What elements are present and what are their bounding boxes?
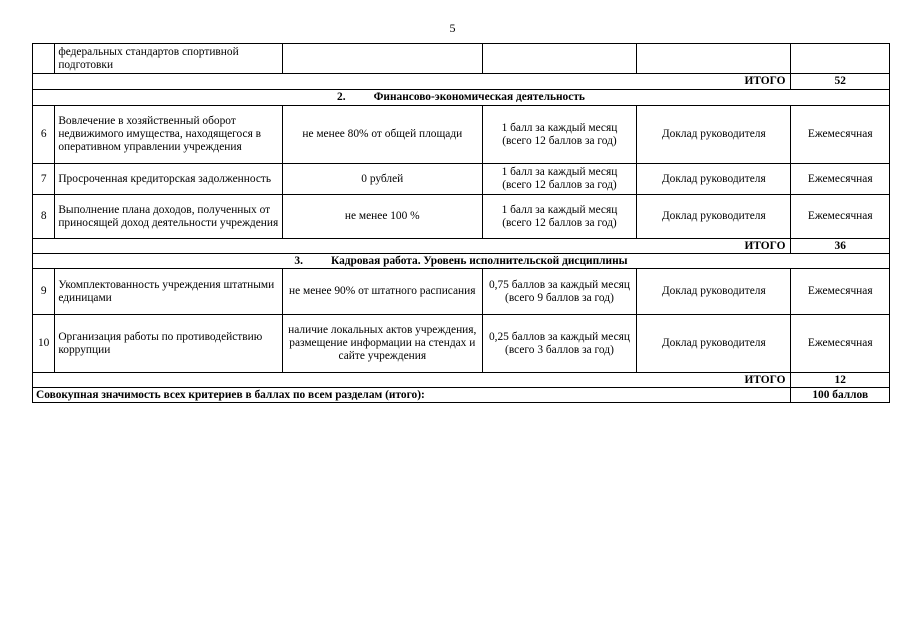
indicator-cell xyxy=(282,44,482,74)
total-row xyxy=(33,74,890,90)
criterion-cell: Укомплектованность учреждения штатными единицами xyxy=(55,269,282,315)
total-value: 36 xyxy=(791,239,890,254)
grand-total-value: 100 баллов xyxy=(791,388,890,403)
source-cell: Доклад руководителя xyxy=(637,315,791,373)
criterion-cell: Вовлечение в хозяйственный оборот недвижимого имущества, находящегося в оперативном управлении учреждения xyxy=(55,106,282,164)
row-number: 7 xyxy=(33,164,55,195)
section-heading xyxy=(33,254,890,269)
row-number: 10 xyxy=(33,315,55,373)
section-number: 2. xyxy=(337,91,346,103)
table-row xyxy=(33,44,890,74)
score-cell: 0,25 баллов за каждый месяц (всего 3 баллов за год) xyxy=(482,315,636,373)
score-cell: 1 балл за каждый месяц (всего 12 баллов за год) xyxy=(482,164,636,195)
row-number: 8 xyxy=(33,195,55,239)
score-cell xyxy=(482,44,636,74)
indicator-cell: не менее 90% от штатного расписания xyxy=(282,269,482,315)
total-row xyxy=(33,239,890,254)
grand-total-label: Совокупная значимость всех критериев в баллах по всем разделам (итого): xyxy=(33,388,791,403)
criterion-cell: Просроченная кредиторская задолженность xyxy=(55,164,282,195)
criteria-table xyxy=(32,43,890,403)
indicator-cell: 0 рублей xyxy=(282,164,482,195)
total-row xyxy=(33,373,890,388)
page-number: 5 xyxy=(449,21,456,35)
score-cell: 1 балл за каждый месяц (всего 12 баллов за год) xyxy=(482,195,636,239)
criterion-cell: федеральных стандартов спортивной подготовки xyxy=(55,44,282,74)
total-label: ИТОГО xyxy=(33,74,791,90)
period-cell: Ежемесячная xyxy=(791,164,890,195)
criterion-cell: Организация работы по противодействию коррупции xyxy=(55,315,282,373)
section-heading-row xyxy=(33,90,890,106)
source-cell: Доклад руководителя xyxy=(637,106,791,164)
indicator-cell: наличие локальных актов учреждения, размещение информации на стендах и сайте учреждения xyxy=(282,315,482,373)
total-label: ИТОГО xyxy=(33,239,791,254)
source-cell: Доклад руководителя xyxy=(637,269,791,315)
section-number: 3. xyxy=(294,254,303,267)
section-heading xyxy=(33,90,890,106)
criterion-cell: Выполнение плана доходов, полученных от приносящей доход деятельности учреждения xyxy=(55,195,282,239)
period-cell: Ежемесячная xyxy=(791,195,890,239)
table-row xyxy=(33,106,890,164)
total-label: ИТОГО xyxy=(33,373,791,388)
period-cell: Ежемесячная xyxy=(791,315,890,373)
table-row xyxy=(33,315,890,373)
total-value: 12 xyxy=(791,373,890,388)
source-cell xyxy=(637,44,791,74)
source-cell: Доклад руководителя xyxy=(637,195,791,239)
table-row xyxy=(33,195,890,239)
indicator-cell: не менее 100 % xyxy=(282,195,482,239)
row-number xyxy=(33,44,55,74)
table-row xyxy=(33,164,890,195)
table-row xyxy=(33,269,890,315)
score-cell: 1 балл за каждый месяц (всего 12 баллов за год) xyxy=(482,106,636,164)
section-title: Кадровая работа. Уровень исполнительской дисциплины xyxy=(330,254,628,267)
row-number: 6 xyxy=(33,106,55,164)
indicator-cell: не менее 80% от общей площади xyxy=(282,106,482,164)
period-cell: Ежемесячная xyxy=(791,106,890,164)
source-cell: Доклад руководителя xyxy=(637,164,791,195)
period-cell: Ежемесячная xyxy=(791,269,890,315)
grand-total-row xyxy=(33,388,890,403)
section-heading-row xyxy=(33,254,890,269)
section-title: Финансово-экономическая деятельность xyxy=(373,91,585,103)
score-cell: 0,75 баллов за каждый месяц (всего 9 баллов за год) xyxy=(482,269,636,315)
total-value: 52 xyxy=(791,74,890,90)
row-number: 9 xyxy=(33,269,55,315)
period-cell xyxy=(791,44,890,74)
